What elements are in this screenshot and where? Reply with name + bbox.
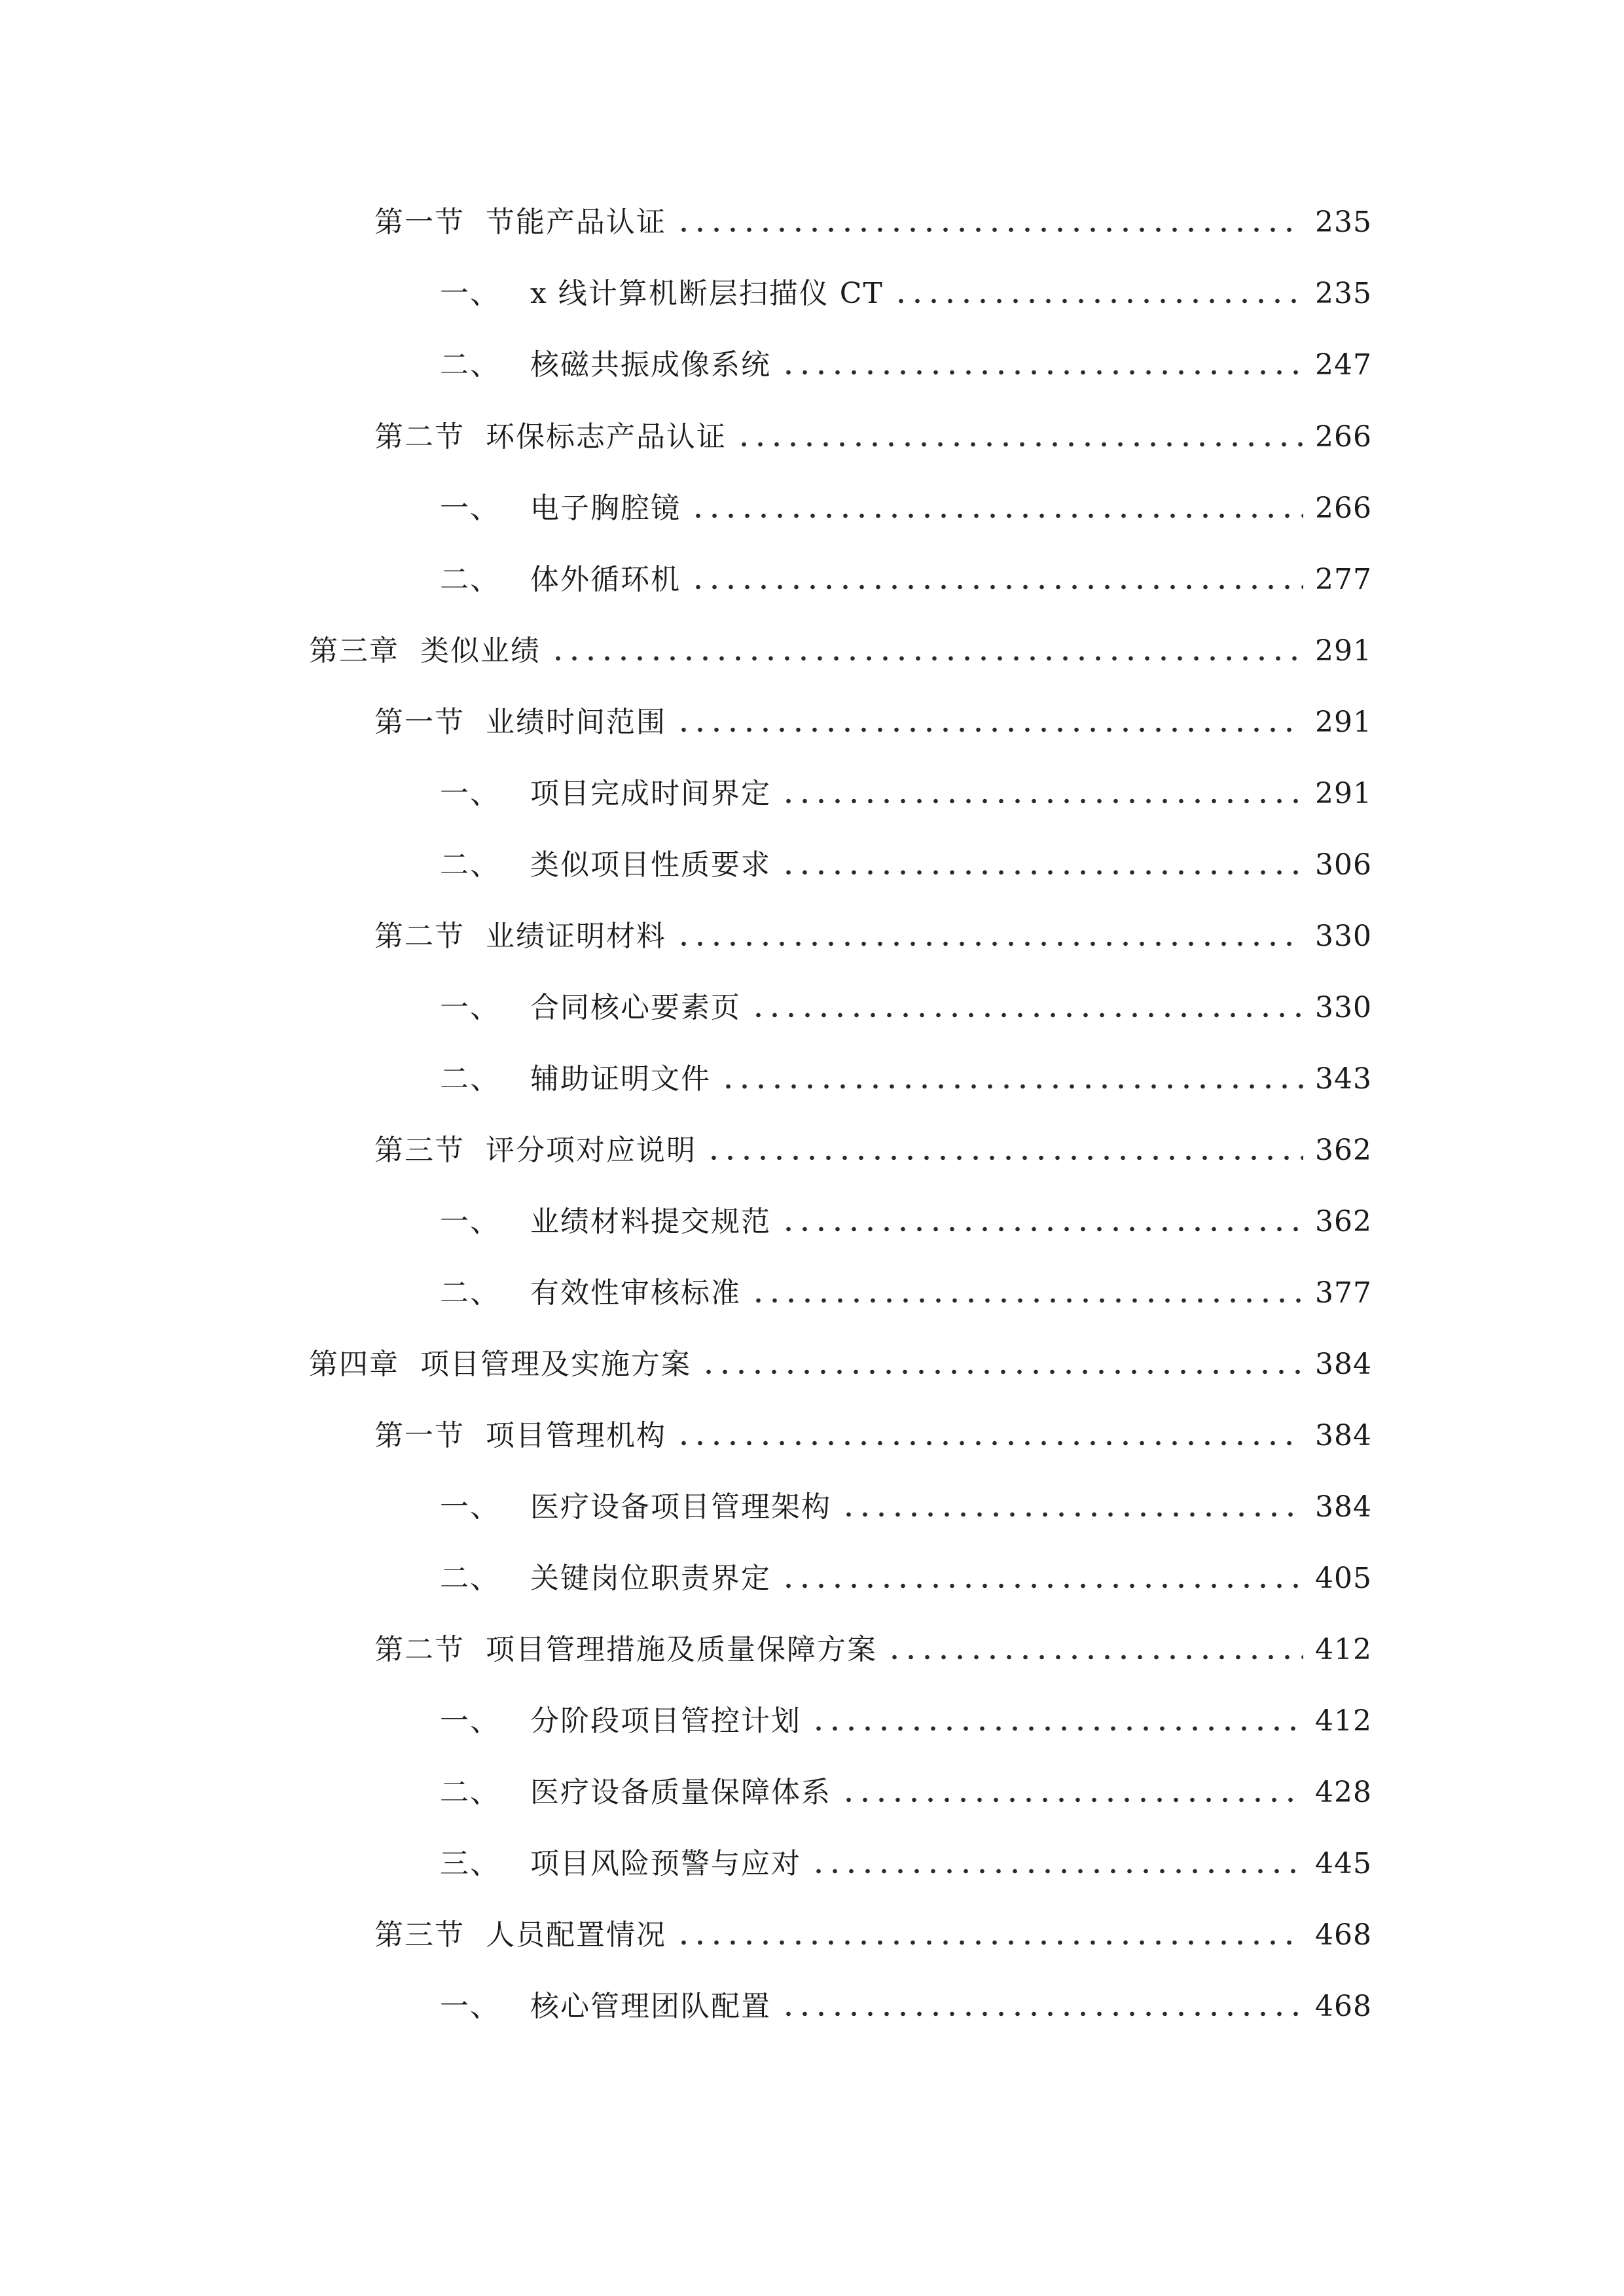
entry-label: 第三节 xyxy=(374,1134,465,1167)
entry-label: 一、 xyxy=(440,777,500,810)
entry-page-number: 412 xyxy=(1315,1633,1372,1666)
toc-entry-section[interactable] xyxy=(374,690,1372,742)
toc-entry-item[interactable] xyxy=(440,1689,1372,1741)
entry-label: 第一节 xyxy=(374,1419,465,1452)
toc-entry-item[interactable] xyxy=(440,1546,1372,1598)
dot-leader xyxy=(893,298,1303,304)
entry-label: 二、 xyxy=(440,1062,500,1096)
dot-leader xyxy=(676,226,1303,233)
entry-title: 电子胸腔镜 xyxy=(530,492,681,525)
entry-title: x 线计算机断层扫描仪 CT xyxy=(530,277,884,310)
toc-entry-item[interactable] xyxy=(440,1261,1372,1313)
entry-title: 有效性审核标准 xyxy=(530,1276,741,1310)
dot-leader xyxy=(720,1083,1303,1090)
toc-entry-section[interactable] xyxy=(374,1403,1372,1456)
toc-entry-item[interactable] xyxy=(440,261,1372,314)
dot-leader xyxy=(700,1369,1303,1375)
dot-leader xyxy=(706,1155,1303,1161)
toc-entry-item[interactable] xyxy=(440,332,1372,385)
entry-label: 二、 xyxy=(440,1562,500,1595)
dot-leader xyxy=(690,512,1303,519)
entry-title: 项目管理机构 xyxy=(486,1419,666,1452)
toc-entry-chapter[interactable] xyxy=(309,619,1372,671)
entry-page-number: 384 xyxy=(1315,1419,1372,1452)
toc-entry-section[interactable] xyxy=(374,1903,1372,1955)
entry-title: 项目完成时间界定 xyxy=(530,777,771,810)
entry-label: 第二节 xyxy=(374,420,465,454)
entry-label: 一、 xyxy=(440,991,500,1024)
entry-label: 一、 xyxy=(440,492,500,525)
entry-title: 分阶段项目管控计划 xyxy=(530,1704,801,1738)
dot-leader xyxy=(736,441,1303,448)
entry-page-number: 412 xyxy=(1315,1704,1372,1738)
dot-leader xyxy=(810,1868,1303,1874)
entry-label: 一、 xyxy=(440,277,500,310)
entry-title: 项目风险预警与应对 xyxy=(530,1847,801,1880)
entry-label: 第四章 xyxy=(309,1348,399,1381)
entry-title: 项目管理措施及质量保障方案 xyxy=(486,1633,877,1666)
toc-entry-section[interactable] xyxy=(374,1617,1372,1670)
toc-entry-item[interactable] xyxy=(440,761,1372,814)
toc-entry-item[interactable] xyxy=(440,1974,1372,2026)
entry-label: 一、 xyxy=(440,1490,500,1524)
dot-leader xyxy=(780,869,1303,876)
entry-page-number: 330 xyxy=(1315,991,1372,1024)
entry-page-number: 362 xyxy=(1315,1205,1372,1238)
dot-leader xyxy=(840,1797,1303,1803)
entry-label: 二、 xyxy=(440,563,500,596)
toc-entry-item[interactable] xyxy=(440,975,1372,1028)
entry-label: 一、 xyxy=(440,1704,500,1738)
entry-page-number: 266 xyxy=(1315,420,1372,454)
entry-title: 节能产品认证 xyxy=(486,206,666,239)
entry-label: 一、 xyxy=(440,1990,500,2023)
entry-title: 评分项对应说明 xyxy=(486,1134,696,1167)
entry-title: 医疗设备质量保障体系 xyxy=(530,1776,831,1809)
toc-entry-item[interactable] xyxy=(440,1047,1372,1099)
entry-label: 三、 xyxy=(440,1847,500,1880)
entry-page-number: 291 xyxy=(1315,706,1372,739)
entry-label: 第三章 xyxy=(309,634,399,668)
dot-leader xyxy=(676,941,1303,947)
toc-entry-section[interactable] xyxy=(374,404,1372,457)
dot-leader xyxy=(750,1297,1303,1304)
entry-title: 医疗设备项目管理架构 xyxy=(530,1490,831,1524)
toc-entry-section[interactable] xyxy=(374,1118,1372,1170)
dot-leader xyxy=(676,1939,1303,1946)
entry-page-number: 291 xyxy=(1315,634,1372,668)
entry-page-number: 384 xyxy=(1315,1490,1372,1524)
entry-title: 类似项目性质要求 xyxy=(530,848,771,882)
dot-leader xyxy=(780,1583,1303,1589)
entry-label: 第二节 xyxy=(374,920,465,953)
toc-entry-item[interactable] xyxy=(440,1760,1372,1812)
entry-page-number: 428 xyxy=(1315,1776,1372,1809)
entry-label: 二、 xyxy=(440,1776,500,1809)
entry-title: 业绩证明材料 xyxy=(486,920,666,953)
entry-title: 关键岗位职责界定 xyxy=(530,1562,771,1595)
entry-title: 合同核心要素页 xyxy=(530,991,741,1024)
entry-page-number: 330 xyxy=(1315,920,1372,953)
entry-page-number: 445 xyxy=(1315,1847,1372,1880)
entry-page-number: 277 xyxy=(1315,563,1372,596)
toc-entry-item[interactable] xyxy=(440,1475,1372,1527)
entry-title: 环保标志产品认证 xyxy=(486,420,727,454)
entry-page-number: 377 xyxy=(1315,1276,1372,1310)
dot-leader xyxy=(780,369,1303,376)
toc-entry-item[interactable] xyxy=(440,1831,1372,1884)
toc-entry-item[interactable] xyxy=(440,1189,1372,1242)
entry-label: 第三节 xyxy=(374,1918,465,1952)
entry-page-number: 266 xyxy=(1315,492,1372,525)
entry-title: 业绩材料提交规范 xyxy=(530,1205,771,1238)
dot-leader xyxy=(840,1511,1303,1518)
entry-title: 人员配置情况 xyxy=(486,1918,666,1952)
entry-page-number: 405 xyxy=(1315,1562,1372,1595)
dot-leader xyxy=(780,1226,1303,1232)
dot-leader xyxy=(886,1654,1303,1660)
toc-entry-item[interactable] xyxy=(440,476,1372,528)
dot-leader xyxy=(676,726,1303,733)
entry-label: 二、 xyxy=(440,848,500,882)
entry-title: 项目管理及实施方案 xyxy=(420,1348,691,1381)
dot-leader xyxy=(690,584,1303,590)
entry-page-number: 235 xyxy=(1315,277,1372,310)
dot-leader xyxy=(750,1012,1303,1018)
entry-label: 第一节 xyxy=(374,706,465,739)
entry-page-number: 468 xyxy=(1315,1990,1372,2023)
dot-leader xyxy=(780,798,1303,804)
entry-page-number: 468 xyxy=(1315,1918,1372,1952)
entry-label: 第一节 xyxy=(374,206,465,239)
dot-leader xyxy=(550,655,1303,662)
toc-entry-item[interactable] xyxy=(440,547,1372,600)
dot-leader xyxy=(780,2011,1303,2017)
toc-entry-item[interactable] xyxy=(440,833,1372,885)
entry-page-number: 235 xyxy=(1315,206,1372,239)
entry-title: 核磁共振成像系统 xyxy=(530,348,771,382)
dot-leader xyxy=(810,1725,1303,1732)
entry-label: 二、 xyxy=(440,348,500,382)
entry-page-number: 291 xyxy=(1315,777,1372,810)
entry-title: 业绩时间范围 xyxy=(486,706,666,739)
entry-page-number: 362 xyxy=(1315,1134,1372,1167)
entry-label: 第二节 xyxy=(374,1633,465,1666)
entry-page-number: 384 xyxy=(1315,1348,1372,1381)
entry-title: 核心管理团队配置 xyxy=(530,1990,771,2023)
entry-page-number: 247 xyxy=(1315,348,1372,382)
toc-entry-section[interactable] xyxy=(374,904,1372,956)
toc-entry-section[interactable] xyxy=(374,190,1372,242)
entry-title: 辅助证明文件 xyxy=(530,1062,711,1096)
entry-page-number: 306 xyxy=(1315,848,1372,882)
entry-label: 二、 xyxy=(440,1276,500,1310)
dot-leader xyxy=(676,1440,1303,1446)
toc-entry-chapter[interactable] xyxy=(309,1332,1372,1384)
entry-title: 体外循环机 xyxy=(530,563,681,596)
entry-title: 类似业绩 xyxy=(420,634,541,668)
entry-page-number: 343 xyxy=(1315,1062,1372,1096)
entry-label: 一、 xyxy=(440,1205,500,1238)
